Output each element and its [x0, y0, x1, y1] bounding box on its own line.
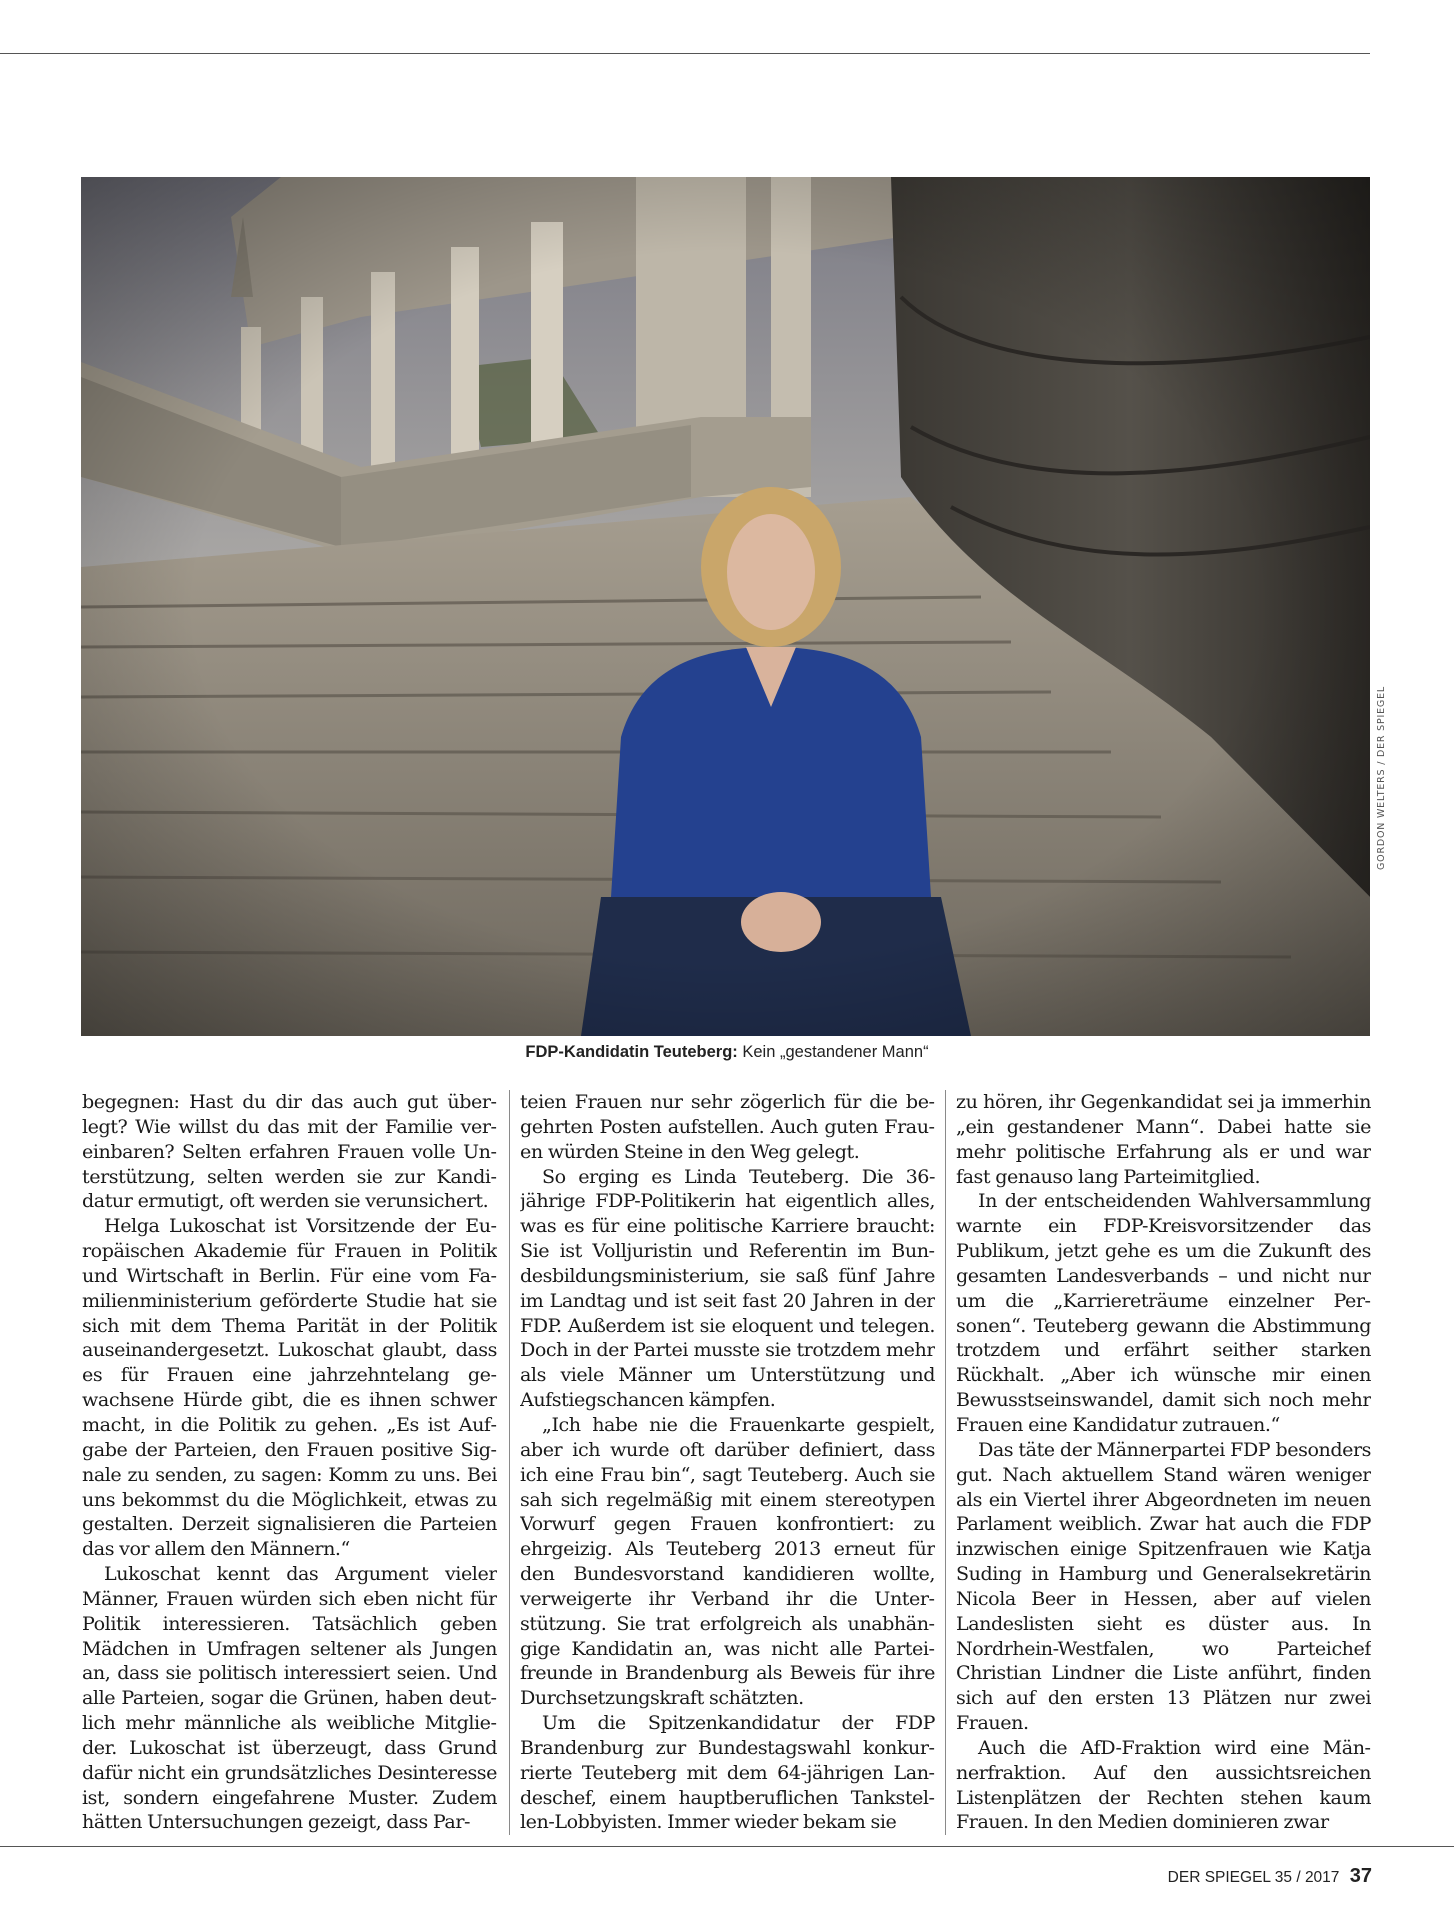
photo-caption	[0, 1043, 1454, 1062]
paragraph: zu hören, ihr Gegenkandidat sei ja immerhin „ein gestandener Mann“. Dabei hatte sie mehr politische Erfahrung als er und war fast genauso lang Parteimitglied.	[956, 1090, 1371, 1188]
text-column-1	[82, 1090, 497, 1835]
page-number: 37	[1349, 1865, 1372, 1887]
paragraph: begegnen: Hast du dir das auch gut überlegt? Wie willst du das mit der Familie vereinbaren? Selten erfahren Frauen volle Unterstützung, selten werden sie zur Kandidatur ermutigt, oft werden sie verunsichert.	[82, 1090, 497, 1213]
paragraph: In der entscheidenden Wahlversammlung warnte ein FDP-Kreisvorsitzender das Publikum, jetzt gehe es um die Zukunft des gesamten Landesverbands – und nicht nur um die „Karriereträume einzelner Personen“. Teuteberg gewann die Abstimmung trotzdem und erfährt seither starken Rückhalt. „Aber ich wünsche mir einen Bewusstseinswandel, damit sich noch mehr Frauen eine Kandidatur zutrauen.“	[956, 1189, 1371, 1436]
article-photo	[81, 177, 1370, 1036]
paragraph: teien Frauen nur sehr zögerlich für die begehrten Posten aufstellen. Auch guten Frauen würden Steine in den Weg gelegt.	[520, 1090, 935, 1163]
column-rule	[509, 1090, 510, 1835]
paragraph: Helga Lukoschat ist Vorsitzende der Europäischen Akademie für Frauen in Politik und Wirtschaft in Berlin. Für eine vom Familienministerium geförderte Studie hat sie sich mit dem Thema Parität in der Politik auseinandergesetzt. Lukoschat glaubt, dass es für Frauen eine jahrzehntelang gewachsene Hürde gibt, die es ihnen schwer macht, in die Politik zu gehen. „Es ist Aufgabe der Parteien, den Frauen positive Signale zu senden, zu sagen: Komm zu uns. Bei uns bekommst du die Möglichkeit, etwas zu gestalten. Derzeit signalisieren die Parteien das vor allem den Männern.“	[82, 1214, 497, 1561]
magazine-name: DER SPIEGEL	[1167, 1869, 1271, 1886]
caption-text: Kein „gestandener Mann“	[742, 1043, 929, 1061]
text-column-2	[520, 1090, 935, 1835]
photo-illustration	[81, 177, 1370, 1036]
paragraph: Lukoschat kennt das Argument vieler Männer, Frauen würden sich eben nicht für Politik interessieren. Tatsächlich geben Mädchen in Umfragen seltener als Jungen an, dass sie politisch interessiert seien. Und alle Parteien, sogar die Grünen, haben deutlich mehr männliche als weibliche Mitglieder. Lukoschat ist überzeugt, dass Grund dafür nicht ein grundsätzliches Desinteresse ist, sondern eingefahrene Muster. Zudem hätten Untersuchungen gezeigt, dass Par-	[82, 1562, 497, 1834]
top-rule	[0, 53, 1370, 54]
paragraph: Das täte der Männerpartei FDP besonders gut. Nach aktuellem Stand wären weniger als ein Viertel ihrer Abgeordneten im neuen Parlament weiblich. Zwar hat auch die FDP inzwischen einige Spitzenfrauen wie Katja Suding in Hamburg und Generalsekretärin Nicola Beer in Hessen, aber auf vielen Landeslisten sieht es düster aus. In Nordrhein-Westfalen, wo Parteichef Christian Lindner die Liste anführt, finden sich auf den ersten 13 Plätzen nur zwei Frauen.	[956, 1437, 1371, 1735]
photo-credit: GORDON WELTERS / DER SPIEGEL	[1376, 686, 1387, 870]
bottom-rule	[0, 1846, 1454, 1847]
paragraph: Um die Spitzenkandidatur der FDP Brandenburg zur Bundestagswahl konkurrierte Teuteberg mit dem 64-jährigen Landeschef, einem hauptberuflichen Tankstellen-Lobbyisten. Immer wieder bekam sie	[520, 1711, 935, 1834]
text-column-3	[956, 1090, 1371, 1835]
column-rule	[945, 1090, 946, 1835]
caption-lead: FDP-Kandidatin Teuteberg:	[525, 1043, 738, 1061]
paragraph: „Ich habe nie die Frauenkarte gespielt, aber ich wurde oft darüber definiert, dass ich eine Frau bin“, sagt Teuteberg. Auch sie sah sich regelmäßig mit einem stereotypen Vorwurf gegen Frauen konfrontiert: zu ehrgeizig. Als Teuteberg 2013 erneut für den Bundesvorstand kandidieren wollte, verweigerte ihr Verband ihr die Unterstützung. Sie trat erfolgreich als unabhängige Kandidatin an, was nicht alle Parteifreunde in Brandenburg als Beweis für ihre Durchsetzungskraft schätzten.	[520, 1412, 935, 1710]
paragraph: Auch die AfD-Fraktion wird eine Männerfraktion. Auf den aussichtsreichen Listenplätzen der Rechten stehen kaum Frauen. In den Medien dominieren zwar	[956, 1735, 1371, 1834]
page-footer	[1168, 1865, 1372, 1888]
paragraph: So erging es Linda Teuteberg. Die 36-jährige FDP-Politikerin hat eigentlich alles, was es für eine politische Karriere braucht: Sie ist Volljuristin und Referentin im Bundesbildungsministerium, sie saß fünf Jahre im Landtag und ist seit fast 20 Jahren in der FDP. Außerdem ist sie eloquent und telegen. Doch in der Partei musste sie trotzdem mehr als viele Männer um Unterstützung und Aufstiegschancen kämpfen.	[520, 1164, 935, 1412]
issue-number: 35 / 2017	[1274, 1869, 1340, 1886]
